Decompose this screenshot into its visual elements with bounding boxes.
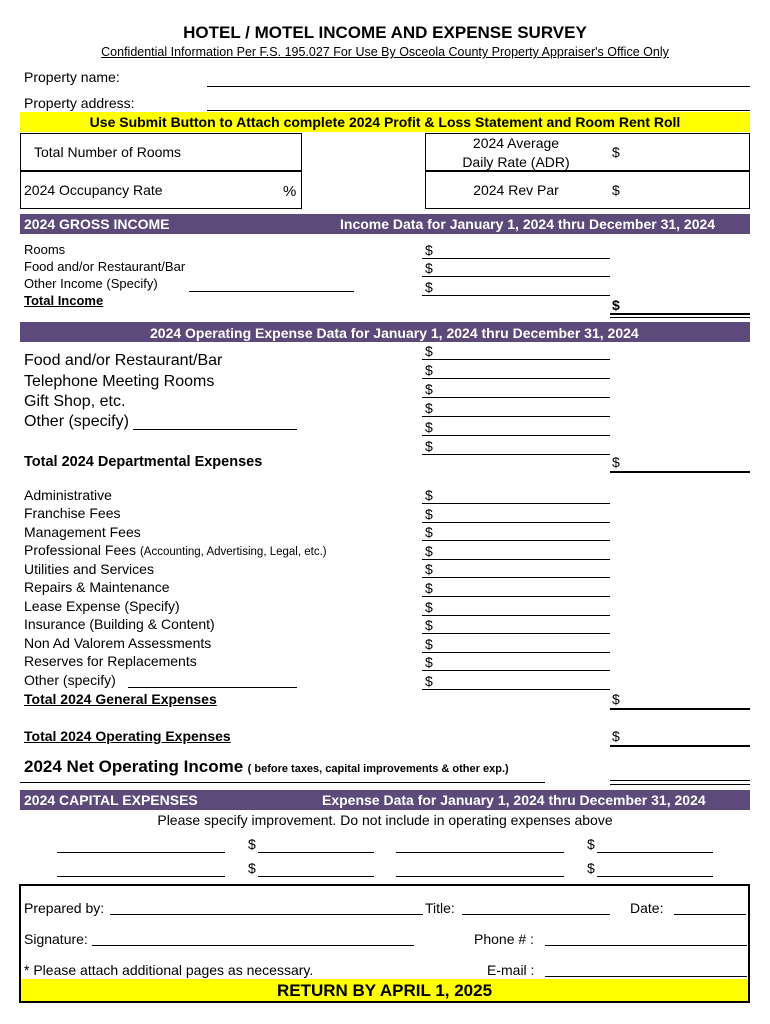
occupancy-label: 2024 Occupancy Rate xyxy=(24,182,163,198)
operating-total-label: Total 2024 Operating Expenses xyxy=(24,728,231,744)
general-dollar-1: $ xyxy=(425,487,433,503)
income-other-field[interactable] xyxy=(422,295,610,296)
general-amount-field-1[interactable] xyxy=(422,503,610,504)
signature-field[interactable] xyxy=(92,945,414,946)
dept-dollar-2: $ xyxy=(425,362,433,378)
net-operating-underline xyxy=(20,782,545,783)
income-food-field[interactable] xyxy=(422,276,610,277)
prepared-by-label: Prepared by: xyxy=(24,900,105,916)
general-amount-field-6[interactable] xyxy=(422,596,610,597)
dept-dollar-5: $ xyxy=(425,419,433,435)
dept-amount-field-2[interactable] xyxy=(422,378,610,379)
other-income-specify-field[interactable] xyxy=(189,291,354,292)
income-item-other: Other Income (Specify) xyxy=(24,276,158,291)
capital-amount-3-dollar: $ xyxy=(248,860,256,876)
phone-label: Phone # : xyxy=(474,931,534,947)
capital-amount-1-dollar: $ xyxy=(248,836,256,852)
gross-income-period: Income Data for January 1, 2024 thru December 31, 2024 xyxy=(340,216,716,232)
general-dollar-9: $ xyxy=(425,635,433,652)
operating-total-dollar: $ xyxy=(612,728,620,744)
general-item-non-ad-valorem: Non Ad Valorem Assessments xyxy=(24,635,212,651)
date-field[interactable] xyxy=(674,914,746,915)
capital-amount-2-field[interactable] xyxy=(597,852,713,853)
professional-fees-label: Professional Fees xyxy=(24,542,137,558)
general-dollar-11: $ xyxy=(425,673,433,689)
dept-item-other: Other (specify) xyxy=(24,413,129,430)
capital-improvement-4-field[interactable] xyxy=(396,876,564,877)
capital-amount-1-field[interactable] xyxy=(258,852,374,853)
operating-expense-header: 2024 Operating Expense Data for January 1, 2024 thru December 31, 2024 xyxy=(150,325,639,341)
capital-instruction: Please specify improvement. Do not include in operating expenses above xyxy=(157,812,613,828)
property-name-label: Property name: xyxy=(24,69,120,85)
general-dollar-5: $ xyxy=(425,561,433,578)
net-operating-field-double xyxy=(610,784,750,785)
general-amount-field-3[interactable] xyxy=(422,540,610,541)
general-dollar-4: $ xyxy=(425,542,433,559)
general-total-dollar: $ xyxy=(612,691,620,707)
phone-field[interactable] xyxy=(545,945,747,946)
general-item-reserves: Reserves for Replacements xyxy=(24,653,197,669)
income-food-dollar: $ xyxy=(425,260,433,276)
departmental-total-dollar: $ xyxy=(612,454,620,470)
general-dollar-7: $ xyxy=(425,598,433,615)
general-item-administrative: Administrative xyxy=(24,487,112,503)
dept-item-food: Food and/or Restaurant/Bar xyxy=(24,352,223,369)
adr-label-line2: Daily Rate (ADR) xyxy=(462,154,570,170)
title-label: Title: xyxy=(425,900,455,916)
general-item-other: Other (specify) xyxy=(24,672,116,688)
general-dollar-6: $ xyxy=(425,580,433,596)
dept-amount-field-5[interactable] xyxy=(422,435,610,436)
general-amount-field-5[interactable] xyxy=(422,577,610,578)
operating-total-field[interactable] xyxy=(610,745,750,747)
total-income-label: Total Income xyxy=(24,293,104,308)
rooms-label: Total Number of Rooms xyxy=(34,144,182,160)
capital-amount-2-dollar: $ xyxy=(587,836,595,852)
general-amount-field-2[interactable] xyxy=(422,522,610,523)
income-item-food: Food and/or Restaurant/Bar xyxy=(24,259,186,274)
general-amount-field-10[interactable] xyxy=(422,670,610,671)
dept-amount-field-3[interactable] xyxy=(422,397,610,398)
departmental-total-field[interactable] xyxy=(610,471,750,473)
email-label: E-mail : xyxy=(487,962,535,978)
general-dollar-3: $ xyxy=(425,524,433,541)
adr-currency: $ xyxy=(612,144,620,160)
property-name-field[interactable] xyxy=(207,86,750,87)
capital-amount-4-field[interactable] xyxy=(597,876,713,877)
dept-amount-field-1[interactable] xyxy=(422,359,610,360)
income-rooms-field[interactable] xyxy=(422,258,610,259)
general-item-franchise: Franchise Fees xyxy=(24,505,121,521)
professional-fees-note: (Accounting, Advertising, Legal, etc.) xyxy=(139,546,327,558)
dept-dollar-1: $ xyxy=(425,343,433,359)
percent-sign: % xyxy=(283,183,297,200)
revpar-label: 2024 Rev Par xyxy=(473,182,559,198)
income-other-dollar: $ xyxy=(425,279,433,295)
attach-note: * Please attach additional pages as necessary. xyxy=(24,962,314,978)
property-address-label: Property address: xyxy=(24,95,135,111)
dept-dollar-6: $ xyxy=(425,438,433,454)
general-amount-field-11[interactable] xyxy=(422,689,610,690)
general-other-specify-field[interactable] xyxy=(128,687,297,688)
net-operating-field[interactable] xyxy=(610,780,750,781)
dept-dollar-4: $ xyxy=(425,400,433,416)
capital-period: Expense Data for January 1, 2024 thru December 31, 2024 xyxy=(322,792,706,808)
return-by-text: RETURN BY APRIL 1, 2025 xyxy=(276,981,493,1000)
dept-item-gift-shop: Gift Shop, etc. xyxy=(24,393,126,410)
general-total-field[interactable] xyxy=(610,708,750,710)
date-label: Date: xyxy=(630,900,664,916)
email-field[interactable] xyxy=(545,976,747,977)
general-item-insurance: Insurance (Building & Content) xyxy=(24,616,215,632)
form-title: HOTEL / MOTEL INCOME AND EXPENSE SURVEY xyxy=(183,23,587,42)
dept-item-telephone: Telephone Meeting Rooms xyxy=(24,373,215,390)
signature-label: Signature: xyxy=(24,931,88,947)
general-item-lease: Lease Expense (Specify) xyxy=(24,598,180,614)
general-amount-field-9[interactable] xyxy=(422,652,610,653)
capital-improvement-1-field[interactable] xyxy=(57,852,225,853)
adr-label-line1: 2024 Average xyxy=(472,135,560,151)
total-income-field[interactable] xyxy=(610,313,750,315)
gross-income-header: 2024 GROSS INCOME xyxy=(24,216,170,232)
form-subtitle: Confidential Information Per F.S. 195.027 For Use By Osceola County Property Appraiser's Office Only xyxy=(101,45,669,59)
dept-amount-field-6[interactable] xyxy=(422,454,610,455)
submit-notice: Use Submit Button to Attach complete 2024 Profit & Loss Statement and Room Rent Roll xyxy=(89,114,681,130)
general-item-professional xyxy=(24,543,327,559)
general-item-utilities: Utilities and Services xyxy=(24,561,154,577)
capital-amount-4-dollar: $ xyxy=(587,860,595,876)
general-item-repairs: Repairs & Maintenance xyxy=(24,579,170,595)
capital-amount-3-field[interactable] xyxy=(258,876,374,877)
dept-amount-field-4[interactable] xyxy=(422,416,610,417)
departmental-total-label: Total 2024 Departmental Expenses xyxy=(24,454,263,470)
general-total-label: Total 2024 General Expenses xyxy=(24,691,217,707)
net-operating-label: 2024 Net Operating Income xyxy=(24,757,244,776)
net-operating-note: ( before taxes, capital improvements & other exp.) xyxy=(247,763,509,775)
title-field[interactable] xyxy=(462,914,610,915)
general-dollar-2: $ xyxy=(425,505,433,522)
income-rooms-dollar: $ xyxy=(425,242,433,258)
prepared-by-field[interactable] xyxy=(110,914,423,915)
net-operating-income xyxy=(24,758,509,776)
general-dollar-10: $ xyxy=(425,654,433,671)
dept-other-specify-field[interactable] xyxy=(133,429,297,430)
general-dollar-8: $ xyxy=(425,617,433,634)
total-income-dollar: $ xyxy=(612,297,620,313)
dept-dollar-3: $ xyxy=(425,381,433,397)
capital-improvement-2-field[interactable] xyxy=(396,852,564,853)
property-address-field[interactable] xyxy=(207,110,750,111)
income-item-rooms: Rooms xyxy=(24,242,66,257)
capital-header: 2024 CAPITAL EXPENSES xyxy=(24,792,198,808)
general-amount-field-8[interactable] xyxy=(422,633,610,634)
total-income-field-double xyxy=(610,317,750,318)
general-amount-field-7[interactable] xyxy=(422,615,610,616)
revpar-currency: $ xyxy=(612,182,620,198)
general-amount-field-4[interactable] xyxy=(422,559,610,560)
capital-improvement-3-field[interactable] xyxy=(57,876,225,877)
general-item-management: Management Fees xyxy=(24,524,141,540)
